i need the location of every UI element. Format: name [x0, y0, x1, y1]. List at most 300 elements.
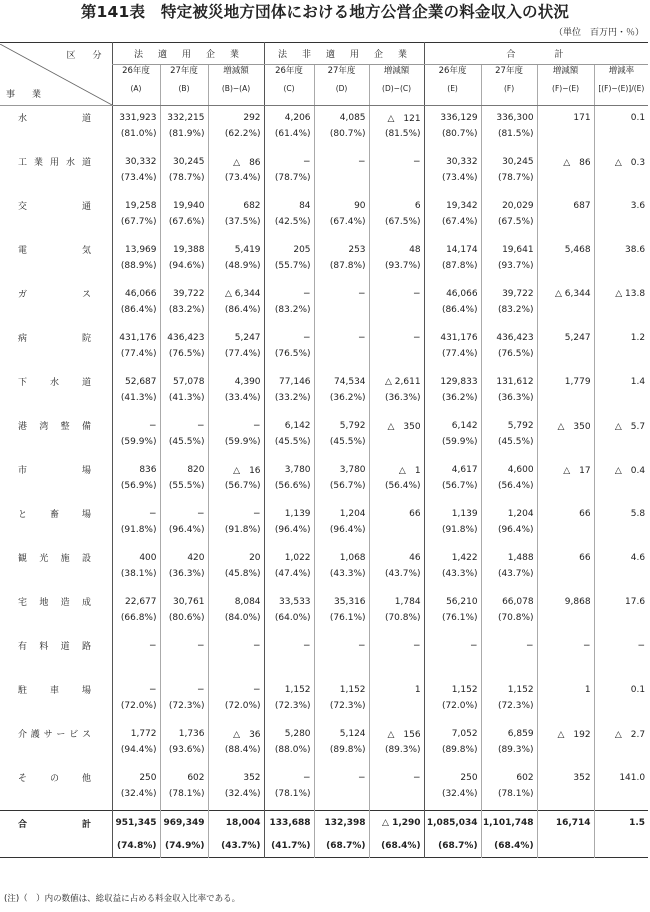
value-cell: 66 [537, 546, 594, 569]
column-header-label: 27年度 [170, 66, 198, 76]
value-cell: 48 [369, 238, 424, 261]
ratio-cell: (94.6%) [160, 261, 208, 282]
column-header-label: 26年度 [438, 66, 467, 76]
ratio-cell: (56.6%) [264, 481, 314, 502]
ratio-cell: (68.7%) [314, 835, 369, 858]
ratio-cell: (47.4%) [264, 569, 314, 590]
value-cell: 30,332 [424, 150, 481, 173]
column-header-sub: (F) [503, 84, 515, 93]
table-row [0, 106, 648, 130]
ratio-cell [112, 657, 160, 678]
column-header-sub: (D)−(C) [382, 84, 412, 93]
ratio-cell: (86.4%) [112, 305, 160, 326]
column-header-label: 27年度 [495, 66, 523, 76]
column-header [160, 65, 208, 106]
row-name-blank [0, 569, 112, 590]
ratio-cell [160, 657, 208, 678]
row-name-text: 港 湾 整 備 [18, 422, 91, 432]
ratio-cell: (36.3%) [369, 393, 424, 414]
value-cell: 1,779 [537, 370, 594, 393]
ratio-cell: (56.7%) [424, 481, 481, 502]
ratio-cell: (32.4%) [112, 789, 160, 811]
ratio-cell: (48.9%) [208, 261, 264, 282]
value-cell: − [369, 326, 424, 349]
ratio-cell [481, 657, 537, 678]
ratio-cell [537, 437, 594, 458]
ratio-cell: (78.1%) [160, 789, 208, 811]
value-cell: − [112, 678, 160, 701]
ratio-cell: (67.4%) [314, 217, 369, 238]
column-header-sub: (F)−(E) [552, 84, 580, 93]
table-row [0, 150, 648, 173]
value-cell: 171 [537, 106, 594, 130]
ratio-cell: (43.7%) [369, 569, 424, 590]
ratio-cell [537, 393, 594, 414]
ratio-cell [537, 481, 594, 502]
ratio-cell: (59.9%) [208, 437, 264, 458]
row-name-text: 介 護 サ ー ビ ス [18, 730, 91, 740]
value-cell: − [594, 634, 648, 657]
ratio-cell [424, 657, 481, 678]
ratio-cell [537, 217, 594, 238]
value-cell: 205 [264, 238, 314, 261]
ratio-cell: (70.8%) [369, 613, 424, 634]
ratio-cell: (89.3%) [369, 745, 424, 766]
row-name-blank [0, 437, 112, 458]
value-cell: 132,398 [314, 811, 369, 836]
value-cell: − [112, 502, 160, 525]
value-cell: 1 [369, 678, 424, 701]
value-cell: 1,068 [314, 546, 369, 569]
ratio-row [0, 789, 648, 811]
ratio-cell [369, 789, 424, 811]
value-cell: 602 [481, 766, 537, 789]
ratio-cell [537, 349, 594, 370]
value-cell: 90 [314, 194, 369, 217]
column-header [481, 65, 537, 106]
ratio-cell [594, 613, 648, 634]
value-cell: − [314, 766, 369, 789]
ratio-cell: (84.0%) [208, 613, 264, 634]
value-cell: 5,247 [537, 326, 594, 349]
value-cell: 19,641 [481, 238, 537, 261]
ratio-cell [314, 305, 369, 326]
column-header-label: 増減額 [223, 66, 249, 76]
column-header [537, 65, 594, 106]
row-name-text: 市 場 [18, 466, 91, 476]
ratio-cell: (93.7%) [369, 261, 424, 282]
ratio-cell: (32.4%) [424, 789, 481, 811]
ratio-cell: (76.1%) [314, 613, 369, 634]
ratio-cell: (33.4%) [208, 393, 264, 414]
value-cell: 5,468 [537, 238, 594, 261]
total-ratio-row [0, 835, 648, 858]
corner-cell [0, 43, 112, 106]
ratio-cell: (78.1%) [481, 789, 537, 811]
row-name-text: 観 光 施 設 [18, 554, 91, 564]
ratio-cell: (77.4%) [208, 349, 264, 370]
value-cell: 1,772 [112, 722, 160, 745]
value-cell: 1,204 [314, 502, 369, 525]
value-cell: 352 [208, 766, 264, 789]
value-cell: − [264, 326, 314, 349]
ratio-cell [314, 349, 369, 370]
row-name [0, 414, 112, 437]
value-cell: 7,052 [424, 722, 481, 745]
value-cell: 1,488 [481, 546, 537, 569]
ratio-cell [594, 349, 648, 370]
ratio-cell: (78.7%) [481, 173, 537, 194]
value-cell: 20,029 [481, 194, 537, 217]
value-cell: − [369, 282, 424, 305]
ratio-cell: (72.3%) [314, 701, 369, 722]
ratio-cell: (77.4%) [424, 349, 481, 370]
value-cell: 56,210 [424, 590, 481, 613]
page-title: 第141表 特定被災地方団体における地方公営企業の料金収入の状況 [80, 3, 570, 21]
ratio-cell [594, 481, 648, 502]
value-cell: △ 5.7 [594, 414, 648, 437]
value-cell: 1.5 [594, 811, 648, 836]
row-name-text: 工 業 用 水 道 [18, 158, 91, 168]
value-cell: 66 [369, 502, 424, 525]
ratio-cell: (89.8%) [314, 745, 369, 766]
column-header-sub: (A) [130, 84, 142, 93]
ratio-row [0, 129, 648, 150]
ratio-cell: (61.4%) [264, 129, 314, 150]
value-cell: 129,833 [424, 370, 481, 393]
value-cell: 250 [424, 766, 481, 789]
ratio-cell: (81.0%) [112, 129, 160, 150]
value-cell: − [112, 634, 160, 657]
ratio-cell [537, 129, 594, 150]
value-cell: 35,316 [314, 590, 369, 613]
value-cell: △ 13.8 [594, 282, 648, 305]
ratio-cell [537, 525, 594, 546]
ratio-cell: (41.7%) [264, 835, 314, 858]
ratio-cell: (73.4%) [424, 173, 481, 194]
row-name-text: と 畜 場 [18, 510, 91, 520]
ratio-cell [537, 835, 594, 858]
ratio-cell: (89.8%) [424, 745, 481, 766]
column-header [424, 65, 481, 106]
value-cell: 5,247 [208, 326, 264, 349]
row-name-text: 病 院 [18, 334, 91, 344]
ratio-cell: (91.8%) [424, 525, 481, 546]
value-cell: △ 0.4 [594, 458, 648, 481]
group-header: 法 非 適 用 企 業 [264, 43, 424, 65]
row-name-blank [0, 789, 112, 811]
value-cell: 1,784 [369, 590, 424, 613]
value-cell: 1 [537, 678, 594, 701]
ratio-row [0, 305, 648, 326]
ratio-cell [537, 569, 594, 590]
value-cell: 5,419 [208, 238, 264, 261]
value-cell: − [314, 282, 369, 305]
row-name-text: 下 水 道 [18, 378, 91, 388]
ratio-row [0, 525, 648, 546]
value-cell: 250 [112, 766, 160, 789]
ratio-cell: (67.5%) [369, 217, 424, 238]
row-name-blank [0, 657, 112, 678]
ratio-cell [594, 217, 648, 238]
ratio-cell: (37.5%) [208, 217, 264, 238]
value-cell: 1,101,748 [481, 811, 537, 836]
value-cell: 19,342 [424, 194, 481, 217]
ratio-cell: (76.5%) [160, 349, 208, 370]
ratio-cell [594, 393, 648, 414]
ratio-cell: (76.5%) [481, 349, 537, 370]
row-name-blank [0, 261, 112, 282]
ratio-cell: (78.1%) [264, 789, 314, 811]
table-row [0, 634, 648, 657]
ratio-cell: (59.9%) [112, 437, 160, 458]
value-cell: − [160, 414, 208, 437]
value-cell: 66,078 [481, 590, 537, 613]
value-cell: − [264, 150, 314, 173]
value-cell: 352 [537, 766, 594, 789]
ratio-cell: (93.6%) [160, 745, 208, 766]
ratio-cell [594, 701, 648, 722]
ratio-cell: (62.2%) [208, 129, 264, 150]
table-row [0, 370, 648, 393]
ratio-cell [594, 129, 648, 150]
value-cell: 19,258 [112, 194, 160, 217]
value-cell: 431,176 [424, 326, 481, 349]
ratio-cell: (93.7%) [481, 261, 537, 282]
value-cell: 39,722 [160, 282, 208, 305]
ratio-cell: (87.8%) [424, 261, 481, 282]
ratio-cell: (72.0%) [424, 701, 481, 722]
ratio-cell [264, 657, 314, 678]
value-cell: − [314, 326, 369, 349]
value-cell: △ 86 [208, 150, 264, 173]
value-cell: 4,617 [424, 458, 481, 481]
ratio-cell [537, 613, 594, 634]
column-header [369, 65, 424, 106]
row-name-blank [0, 701, 112, 722]
ratio-cell [537, 745, 594, 766]
value-cell: − [369, 634, 424, 657]
column-header [208, 65, 264, 106]
row-name-blank [0, 481, 112, 502]
value-cell: 13,969 [112, 238, 160, 261]
revenue-table [0, 42, 648, 858]
ratio-cell: (55.7%) [264, 261, 314, 282]
table-row [0, 458, 648, 481]
ratio-cell: (96.4%) [481, 525, 537, 546]
value-cell: △ 1,290 [369, 811, 424, 836]
value-cell: 6,142 [424, 414, 481, 437]
row-name [0, 150, 112, 173]
table-row [0, 282, 648, 305]
value-cell: 331,923 [112, 106, 160, 130]
ratio-cell: (67.5%) [481, 217, 537, 238]
value-cell: 0.1 [594, 106, 648, 130]
ratio-cell: (32.4%) [208, 789, 264, 811]
table-row [0, 238, 648, 261]
value-cell: 74,534 [314, 370, 369, 393]
ratio-cell: (96.4%) [264, 525, 314, 546]
row-name [0, 106, 112, 130]
value-cell: 1,422 [424, 546, 481, 569]
value-cell: 3.6 [594, 194, 648, 217]
value-cell: − [160, 678, 208, 701]
row-name-blank [0, 835, 112, 858]
value-cell: − [369, 150, 424, 173]
value-cell: 30,245 [481, 150, 537, 173]
ratio-cell [314, 173, 369, 194]
value-cell: 38.6 [594, 238, 648, 261]
row-name [0, 370, 112, 393]
ratio-cell: (68.7%) [424, 835, 481, 858]
value-cell: 46,066 [112, 282, 160, 305]
ratio-cell: (74.8%) [112, 835, 160, 858]
value-cell: − [537, 634, 594, 657]
value-cell: 1,022 [264, 546, 314, 569]
ratio-row [0, 657, 648, 678]
ratio-cell [208, 657, 264, 678]
ratio-cell: (94.4%) [112, 745, 160, 766]
value-cell: − [314, 150, 369, 173]
value-cell: 1,139 [424, 502, 481, 525]
row-name-text: ガ ス [18, 290, 91, 300]
ratio-cell: (41.3%) [112, 393, 160, 414]
ratio-cell: (68.4%) [369, 835, 424, 858]
ratio-cell: (73.4%) [208, 173, 264, 194]
ratio-cell: (64.0%) [264, 613, 314, 634]
value-cell: 4,390 [208, 370, 264, 393]
value-cell: 30,245 [160, 150, 208, 173]
row-name [0, 766, 112, 789]
ratio-cell [369, 305, 424, 326]
value-cell: 3,780 [314, 458, 369, 481]
ratio-cell: (43.7%) [208, 835, 264, 858]
value-cell: − [208, 678, 264, 701]
value-cell: 292 [208, 106, 264, 130]
ratio-cell: (72.3%) [264, 701, 314, 722]
ratio-cell: (43.3%) [314, 569, 369, 590]
ratio-row [0, 349, 648, 370]
column-header [314, 65, 369, 106]
value-cell: − [160, 502, 208, 525]
ratio-row [0, 173, 648, 194]
value-cell: 602 [160, 766, 208, 789]
value-cell: 30,761 [160, 590, 208, 613]
value-cell: 820 [160, 458, 208, 481]
ratio-cell [594, 569, 648, 590]
value-cell: 4.6 [594, 546, 648, 569]
ratio-row [0, 613, 648, 634]
ratio-cell: (72.0%) [112, 701, 160, 722]
value-cell: △ 36 [208, 722, 264, 745]
row-name-text: そ の 他 [18, 774, 91, 784]
ratio-cell: (38.1%) [112, 569, 160, 590]
value-cell: − [160, 634, 208, 657]
value-cell: 336,300 [481, 106, 537, 130]
ratio-cell [594, 745, 648, 766]
value-cell: △ 6,344 [208, 282, 264, 305]
ratio-cell: (96.4%) [160, 525, 208, 546]
ratio-cell: (56.4%) [481, 481, 537, 502]
value-cell: △ 350 [537, 414, 594, 437]
value-cell: 253 [314, 238, 369, 261]
value-cell: − [369, 766, 424, 789]
column-header-label: 増減額 [552, 66, 579, 76]
value-cell: 19,388 [160, 238, 208, 261]
table-row [0, 722, 648, 745]
row-name [0, 678, 112, 701]
value-cell: 4,085 [314, 106, 369, 130]
ratio-cell: (45.5%) [264, 437, 314, 458]
ratio-cell: (72.3%) [481, 701, 537, 722]
value-cell: 8,084 [208, 590, 264, 613]
ratio-cell [594, 525, 648, 546]
column-header-sub: (B) [178, 84, 190, 93]
ratio-cell: (56.7%) [314, 481, 369, 502]
value-cell: 400 [112, 546, 160, 569]
value-cell: 52,687 [112, 370, 160, 393]
value-cell: − [208, 634, 264, 657]
value-cell: 687 [537, 194, 594, 217]
ratio-cell [369, 349, 424, 370]
ratio-cell: (80.7%) [424, 129, 481, 150]
row-name [0, 722, 112, 745]
value-cell: 1,139 [264, 502, 314, 525]
ratio-cell: (45.5%) [481, 437, 537, 458]
ratio-cell [594, 173, 648, 194]
value-cell: 131,612 [481, 370, 537, 393]
row-name-blank [0, 745, 112, 766]
ratio-cell: (76.1%) [424, 613, 481, 634]
ratio-cell: (36.3%) [160, 569, 208, 590]
ratio-cell: (81.9%) [160, 129, 208, 150]
value-cell: 14,174 [424, 238, 481, 261]
ratio-row [0, 261, 648, 282]
value-cell: 436,423 [481, 326, 537, 349]
column-header-label: 増減額 [383, 66, 410, 76]
ratio-row [0, 393, 648, 414]
ratio-cell: (86.4%) [208, 305, 264, 326]
value-cell: 9,868 [537, 590, 594, 613]
value-cell: 46,066 [424, 282, 481, 305]
value-cell: 33,533 [264, 590, 314, 613]
value-cell: 1,152 [314, 678, 369, 701]
column-header-sub: (B)−(A) [221, 84, 251, 93]
row-name [0, 590, 112, 613]
ratio-cell: (81.5%) [481, 129, 537, 150]
value-cell: 1,204 [481, 502, 537, 525]
ratio-cell: (45.5%) [314, 437, 369, 458]
table-row [0, 766, 648, 789]
value-cell: 6,142 [264, 414, 314, 437]
table-row [0, 502, 648, 525]
table-row [0, 414, 648, 437]
value-cell: 431,176 [112, 326, 160, 349]
ratio-cell [594, 789, 648, 811]
row-name [0, 326, 112, 349]
row-name-blank [0, 129, 112, 150]
value-cell: 436,423 [160, 326, 208, 349]
row-name [0, 634, 112, 657]
value-cell: 57,078 [160, 370, 208, 393]
ratio-cell: (41.3%) [160, 393, 208, 414]
ratio-cell: (45.5%) [160, 437, 208, 458]
value-cell: 66 [537, 502, 594, 525]
value-cell: 5,792 [481, 414, 537, 437]
value-cell: − [314, 634, 369, 657]
row-name-text: 駐 車 場 [18, 686, 91, 696]
value-cell: △ 1 [369, 458, 424, 481]
